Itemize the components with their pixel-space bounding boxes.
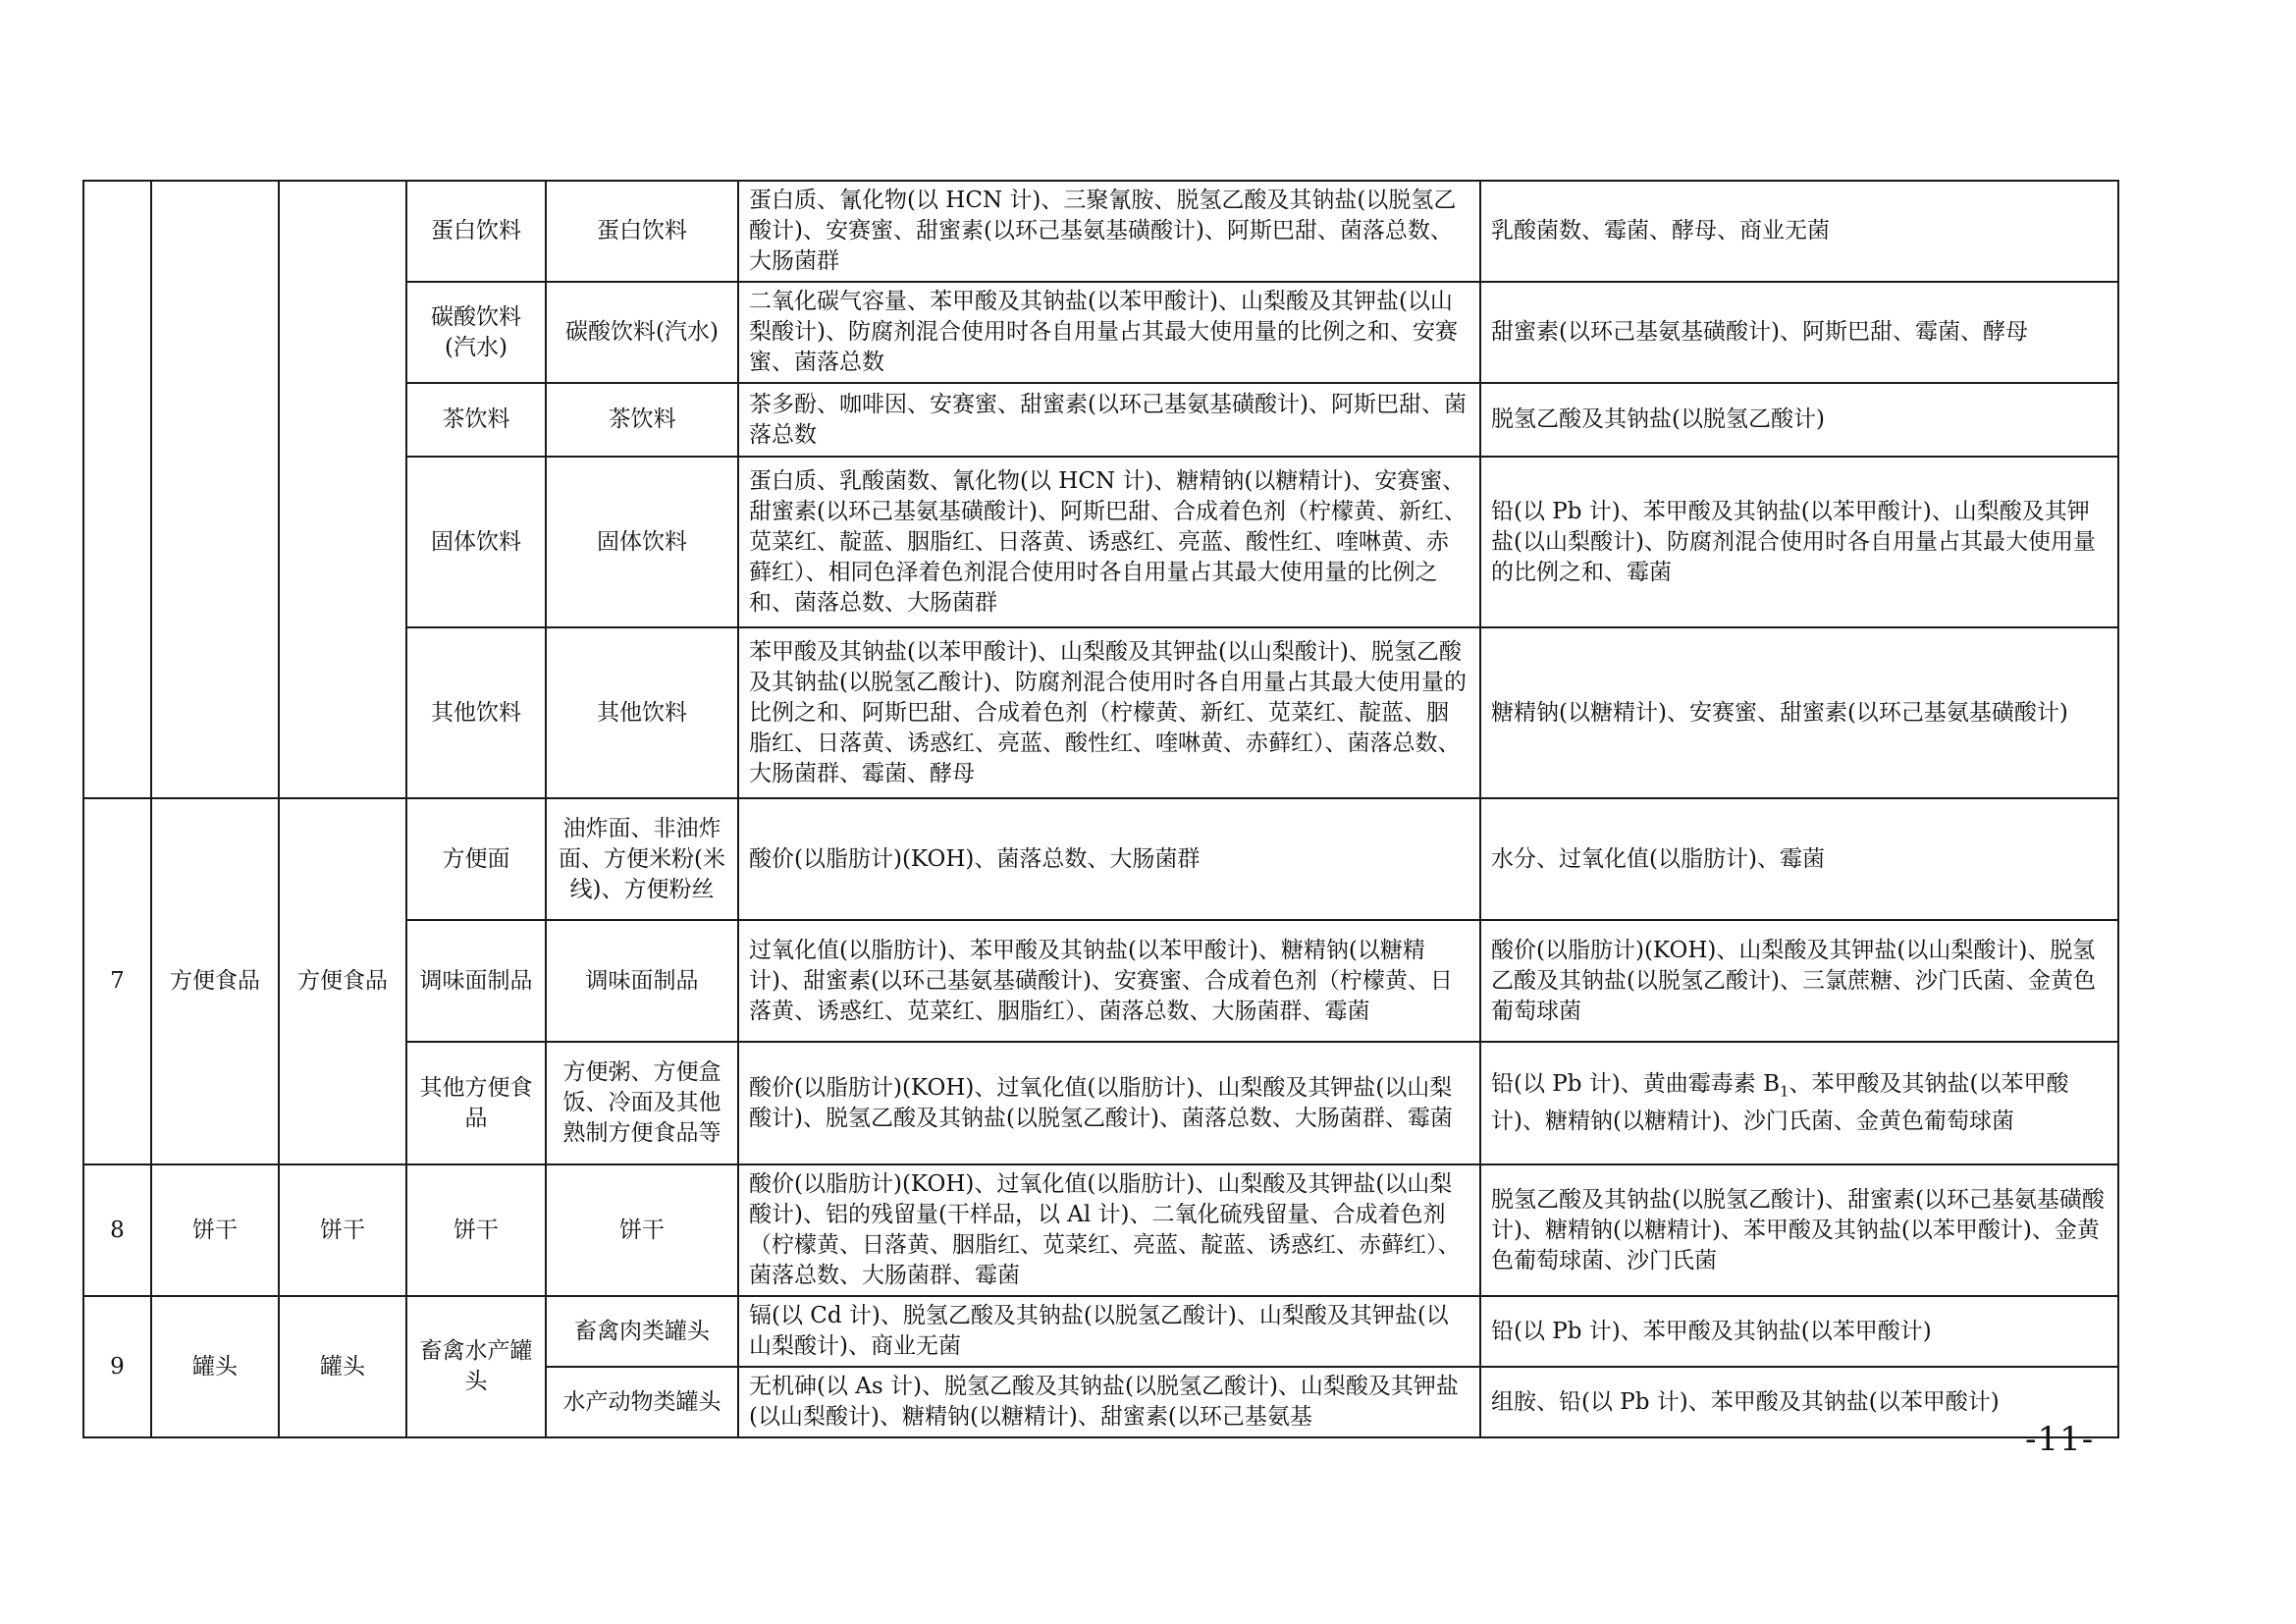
detail-variety-cell: 油炸面、非油炸面、方便米粉(米线)、方便粉丝 xyxy=(546,798,738,920)
table-row xyxy=(83,798,2118,920)
test-items-basic: 茶多酚、咖啡因、安赛蜜、甜蜜素(以环己基氨基磺酸计)、阿斯巴甜、菌落总数 xyxy=(738,383,1480,457)
test-items-optional: 酸价(以脂肪计)(KOH)、山梨酸及其钾盐(以山梨酸计)、脱氢乙酸及其钠盐(以脱氢乙酸计)、三氯蔗糖、沙门氏菌、金黄色葡萄球菌 xyxy=(1480,920,2118,1042)
test-items-optional: 乳酸菌数、霉菌、酵母、商业无菌 xyxy=(1480,181,2118,282)
subcategory-cell: 方便食品 xyxy=(279,798,406,1164)
test-items-optional xyxy=(1480,1042,2118,1164)
detail-variety-cell: 调味面制品 xyxy=(546,920,738,1042)
subcategory-cell: 饼干 xyxy=(279,1164,406,1296)
test-items-basic: 酸价(以脂肪计)(KOH)、菌落总数、大肠菌群 xyxy=(738,798,1480,920)
test-items-optional: 铅(以 Pb 计)、苯甲酸及其钠盐(以苯甲酸计)、山梨酸及其钾盐(以山梨酸计)、防腐剂混合使用时各自用量占其最大使用量的比例之和、霉菌 xyxy=(1480,457,2118,627)
test-items-basic: 无机砷(以 As 计)、脱氢乙酸及其钠盐(以脱氢乙酸计)、山梨酸及其钾盐(以山梨酸计)、糖精钠(以糖精计)、甜蜜素(以环己基氨基 xyxy=(738,1367,1480,1437)
variety-cell: 畜禽水产罐头 xyxy=(406,1296,546,1437)
inspection-items-table xyxy=(82,180,2119,1438)
test-items-basic: 二氧化碳气容量、苯甲酸及其钠盐(以苯甲酸计)、山梨酸及其钾盐(以山梨酸计)、防腐剂混合使用时各自用量占其最大使用量的比例之和、安赛蜜、菌落总数 xyxy=(738,282,1480,383)
test-items-optional: 脱氢乙酸及其钠盐(以脱氢乙酸计)、甜蜜素(以环己基氨基磺酸计)、糖精钠(以糖精计)、苯甲酸及其钠盐(以苯甲酸计)、金黄色葡萄球菌、沙门氏菌 xyxy=(1480,1164,2118,1296)
variety-cell: 方便面 xyxy=(406,798,546,920)
test-items-optional: 糖精钠(以糖精计)、安赛蜜、甜蜜素(以环己基氨基磺酸计) xyxy=(1480,627,2118,798)
test-items-optional: 甜蜜素(以环己基氨基磺酸计)、阿斯巴甜、霉菌、酵母 xyxy=(1480,282,2118,383)
table-row xyxy=(83,1164,2118,1296)
detail-variety-cell: 蛋白饮料 xyxy=(546,181,738,282)
test-items-basic: 蛋白质、乳酸菌数、氰化物(以 HCN 计)、糖精钠(以糖精计)、安赛蜜、甜蜜素(以环己基氨基磺酸计)、阿斯巴甜、合成着色剂（柠檬黄、新红、苋菜红、靛蓝、胭脂红、日落黄、诱惑红、亮蓝、酸性红、喹啉黄、赤藓红）、相同色泽着色剂混合使用时各自用量占其最大使用量的比例之和、菌落总数、大肠菌群 xyxy=(738,457,1480,627)
subscript: 1 xyxy=(1779,1082,1789,1101)
test-items-optional: 脱氢乙酸及其钠盐(以脱氢乙酸计) xyxy=(1480,383,2118,457)
detail-variety-cell: 方便粥、方便盒饭、冷面及其他熟制方便食品等 xyxy=(546,1042,738,1164)
seq-cell xyxy=(83,181,151,798)
seq-cell: 8 xyxy=(83,1164,151,1296)
detail-variety-cell: 茶饮料 xyxy=(546,383,738,457)
category-cell xyxy=(151,181,279,798)
detail-variety-cell: 饼干 xyxy=(546,1164,738,1296)
test-items-optional: 组胺、铅(以 Pb 计)、苯甲酸及其钠盐(以苯甲酸计) xyxy=(1480,1367,2118,1437)
variety-cell: 茶饮料 xyxy=(406,383,546,457)
test-items-basic: 蛋白质、氰化物(以 HCN 计)、三聚氰胺、脱氢乙酸及其钠盐(以脱氢乙酸计)、安赛蜜、甜蜜素(以环己基氨基磺酸计)、阿斯巴甜、菌落总数、大肠菌群 xyxy=(738,181,1480,282)
table-row xyxy=(83,1296,2118,1367)
variety-cell: 固体饮料 xyxy=(406,457,546,627)
variety-cell: 其他饮料 xyxy=(406,627,546,798)
items-text: 铅(以 Pb 计)、黄曲霉毒素 B xyxy=(1491,1070,1780,1097)
seq-cell: 9 xyxy=(83,1296,151,1437)
test-items-optional: 水分、过氧化值(以脂肪计)、霉菌 xyxy=(1480,798,2118,920)
variety-cell: 调味面制品 xyxy=(406,920,546,1042)
test-items-basic: 镉(以 Cd 计)、脱氢乙酸及其钠盐(以脱氢乙酸计)、山梨酸及其钾盐(以山梨酸计)、商业无菌 xyxy=(738,1296,1480,1367)
detail-variety-cell: 其他饮料 xyxy=(546,627,738,798)
table-row xyxy=(83,181,2118,282)
variety-cell: 碳酸饮料(汽水) xyxy=(406,282,546,383)
test-items-basic: 苯甲酸及其钠盐(以苯甲酸计)、山梨酸及其钾盐(以山梨酸计)、脱氢乙酸及其钠盐(以脱氢乙酸计)、防腐剂混合使用时各自用量占其最大使用量的比例之和、阿斯巴甜、合成着色剂（柠檬黄、新红、苋菜红、靛蓝、胭脂红、日落黄、诱惑红、亮蓝、酸性红、喹啉黄、赤藓红）、菌落总数、大肠菌群、霉菌、酵母 xyxy=(738,627,1480,798)
category-cell: 方便食品 xyxy=(151,798,279,1164)
variety-cell: 蛋白饮料 xyxy=(406,181,546,282)
test-items-basic: 酸价(以脂肪计)(KOH)、过氧化值(以脂肪计)、山梨酸及其钾盐(以山梨酸计)、脱氢乙酸及其钠盐(以脱氢乙酸计)、菌落总数、大肠菌群、霉菌 xyxy=(738,1042,1480,1164)
detail-variety-cell: 碳酸饮料(汽水) xyxy=(546,282,738,383)
variety-cell: 饼干 xyxy=(406,1164,546,1296)
detail-variety-cell: 畜禽肉类罐头 xyxy=(546,1296,738,1367)
seq-cell: 7 xyxy=(83,798,151,1164)
variety-cell: 其他方便食品 xyxy=(406,1042,546,1164)
subcategory-cell xyxy=(279,181,406,798)
category-cell: 饼干 xyxy=(151,1164,279,1296)
test-items-optional: 铅(以 Pb 计)、苯甲酸及其钠盐(以苯甲酸计) xyxy=(1480,1296,2118,1367)
detail-variety-cell: 水产动物类罐头 xyxy=(546,1367,738,1437)
items-text: 、苯甲酸及其钠盐(以苯甲酸计)、糖精钠(以糖精计)、沙门氏菌、金黄色葡萄球菌 xyxy=(1491,1070,2069,1135)
test-items-basic: 过氧化值(以脂肪计)、苯甲酸及其钠盐(以苯甲酸计)、糖精钠(以糖精计)、甜蜜素(以环己基氨基磺酸计)、安赛蜜、合成着色剂（柠檬黄、日落黄、诱惑红、苋菜红、胭脂红）、菌落总数、大肠菌群、霉菌 xyxy=(738,920,1480,1042)
test-items-basic: 酸价(以脂肪计)(KOH)、过氧化值(以脂肪计)、山梨酸及其钾盐(以山梨酸计)、铝的残留量(干样品，以 Al 计)、二氧化硫残留量、合成着色剂（柠檬黄、日落黄、胭脂红、苋菜红、亮蓝、靛蓝、诱惑红、赤藓红）、菌落总数、大肠菌群、霉菌 xyxy=(738,1164,1480,1296)
subcategory-cell: 罐头 xyxy=(279,1296,406,1437)
category-cell: 罐头 xyxy=(151,1296,279,1437)
page-number: -11- xyxy=(2025,1420,2095,1459)
detail-variety-cell: 固体饮料 xyxy=(546,457,738,627)
